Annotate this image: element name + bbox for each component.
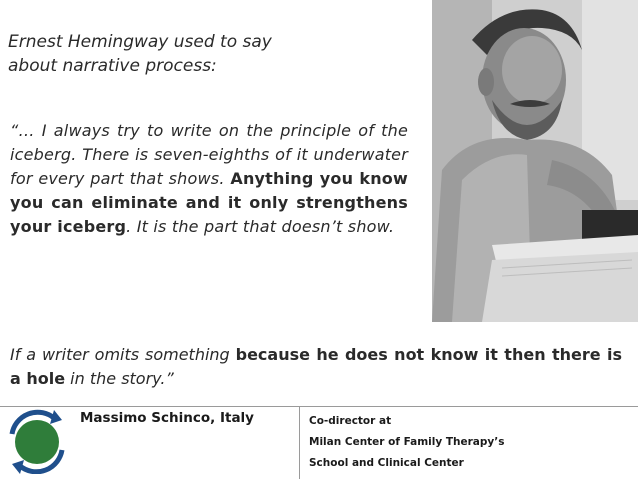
affiliation-line-1: Co-director at <box>309 415 392 427</box>
footer-divider-line <box>0 406 638 407</box>
hemingway-photo <box>432 0 638 322</box>
affiliation-line-2: Milan Center of Family Therapy’s <box>309 436 505 448</box>
closing-part-1: If a writer omits something <box>10 345 236 364</box>
footer-vertical-divider <box>299 406 300 479</box>
intro-text <box>8 30 368 78</box>
hemingway-quote <box>10 119 408 239</box>
closing-quote <box>10 343 622 391</box>
affiliation-line-3: School and Clinical Center <box>309 457 464 469</box>
quote-bold-1: Anything you know you can eliminate and it only strengthens your iceberg <box>10 169 408 236</box>
intro-line-1: Ernest Hemingway used to say <box>8 32 272 52</box>
author-name: Massimo Schinco, Italy <box>80 410 254 426</box>
quote-part-2: . It is the part that doesn’t show. <box>126 217 395 236</box>
hemingway-typewriter-photo-icon <box>432 0 638 322</box>
author-affiliation <box>309 411 504 474</box>
intro-line-2: about narrative process: <box>8 56 217 76</box>
circular-arrows-logo-icon <box>2 404 72 474</box>
closing-bold-1: because he does not know it then there is a hole <box>10 345 622 388</box>
closing-part-2: in the story.” <box>65 369 174 388</box>
quote-part-1: “… I always try to write on the principle of the iceberg. There is seven-eighths of it underwater for every part that shows. <box>10 121 408 188</box>
